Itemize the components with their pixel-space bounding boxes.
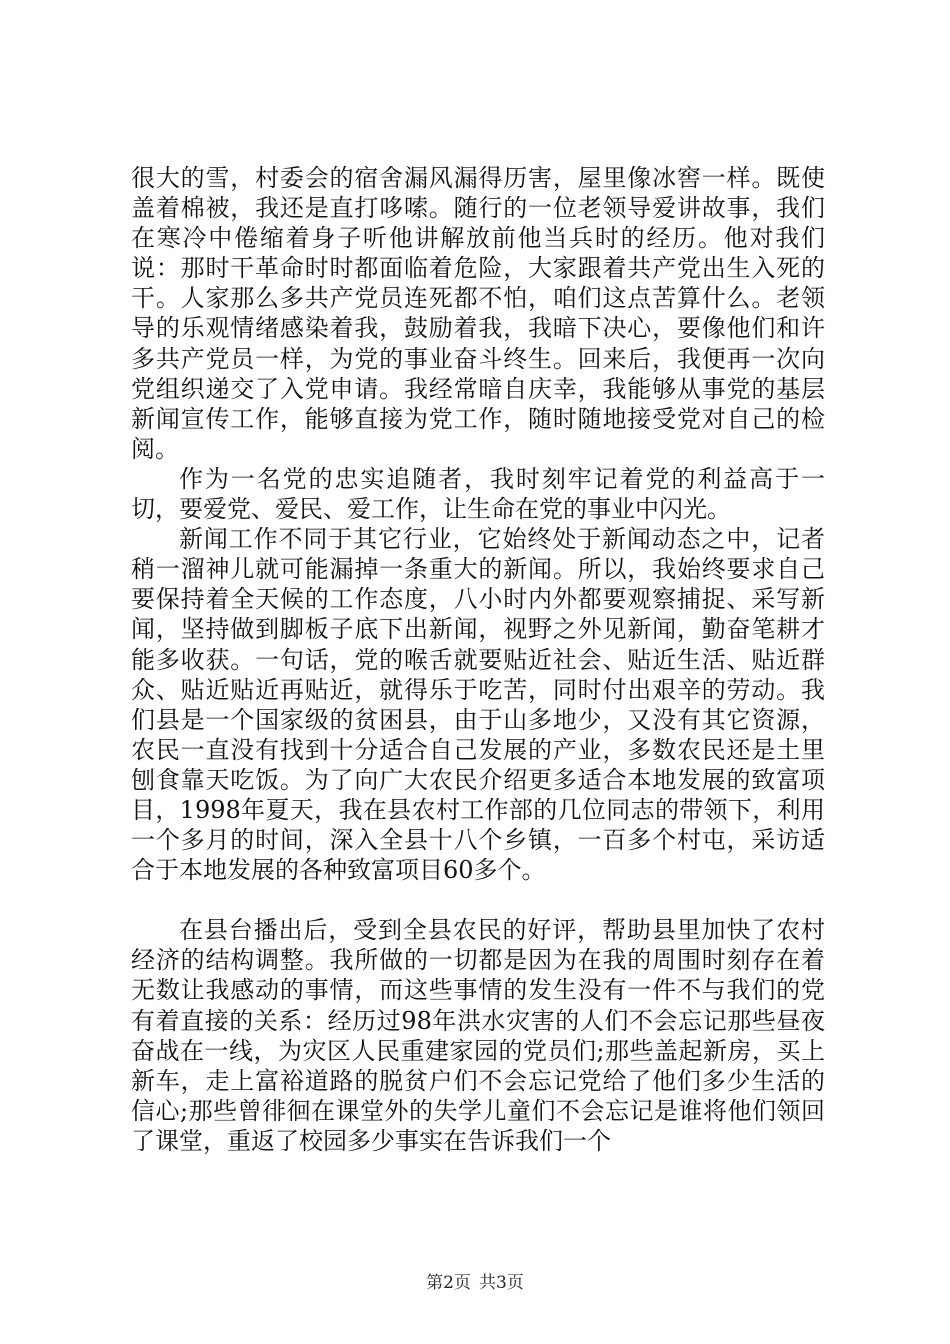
document-body [131, 163, 825, 1156]
paragraph-4: 在县台播出后，受到全县农民的好评，帮助县里加快了农村经济的结构调整。我所做的一切都是因为在我的周围时刻存在着无数让我感动的事情，而这些事情的发生没有一件不与我们的党有着直接的关系：经历过98年洪水灾害的人们不会忘记那些昼夜奋战在一线，为灾区人民重建家园的党员们;那些盖起新房，买上新车，走上富裕道路的脱贫户们不会忘记党给了他们多少生活的信心;那些曾徘徊在课堂外的失学儿童们不会忘记是谁将他们领回了课堂，重返了校园多少事实在告诉我们一个 [131, 916, 825, 1155]
paragraph-1: 很大的雪，村委会的宿舍漏风漏得历害，屋里像冰窖一样。既使盖着棉被，我还是直打哆嗦。随行的一位老领导爱讲故事，我们在寒冷中倦缩着身子听他讲解放前他当兵时的经历。他对我们说：那时干革命时时都面临着危险，大家跟着共产党出生入死的干。人家那么多共产党员连死都不怕，咱们这点苦算什么。老领导的乐观情绪感染着我，鼓励着我，我暗下决心，要像他们和许多共产党员一样，为党的事业奋斗终生。回来后，我便再一次向党组织递交了入党申请。我经常暗自庆幸，我能够从事党的基层新闻宣传工作，能够直接为党工作，随时随地接受党对自己的检阅。 [131, 164, 825, 463]
page-footer [0, 1268, 950, 1293]
page-number: 第2页 [426, 1273, 471, 1293]
paragraph-2: 作为一名党的忠实追随者，我时刻牢记着党的利益高于一切，要爱党、爱民、爱工作，让生命在党的事业中闪光。 [131, 464, 825, 524]
page-total: 共3页 [479, 1273, 524, 1293]
paragraph-spacer [131, 885, 825, 915]
paragraph-3: 新闻工作不同于其它行业，它始终处于新闻动态之中，记者稍一溜神儿就可能漏掉一条重大的新闻。所以，我始终要求自己要保持着全天候的工作态度，八小时内外都要观察捕捉、采写新闻，坚持做到脚板子底下出新闻，视野之外见新闻，勤奋笔耕才能多收获。一句话，党的喉舌就要贴近社会、贴近生活、贴近群众、贴近贴近再贴近，就得乐于吃苦，同时付出艰辛的劳动。我们县是一个国家级的贫困县，由于山多地少，又没有其它资源，农民一直没有找到十分适合自己发展的产业，多数农民还是土里刨食靠天吃饭。为了向广大农民介绍更多适合本地发展的致富项目，1998年夏天，我在县农村工作部的几位同志的带领下，利用一个多月的时间，深入全县十八个乡镇，一百多个村屯，采访适合于本地发展的各种致富项目60多个。 [131, 525, 825, 885]
